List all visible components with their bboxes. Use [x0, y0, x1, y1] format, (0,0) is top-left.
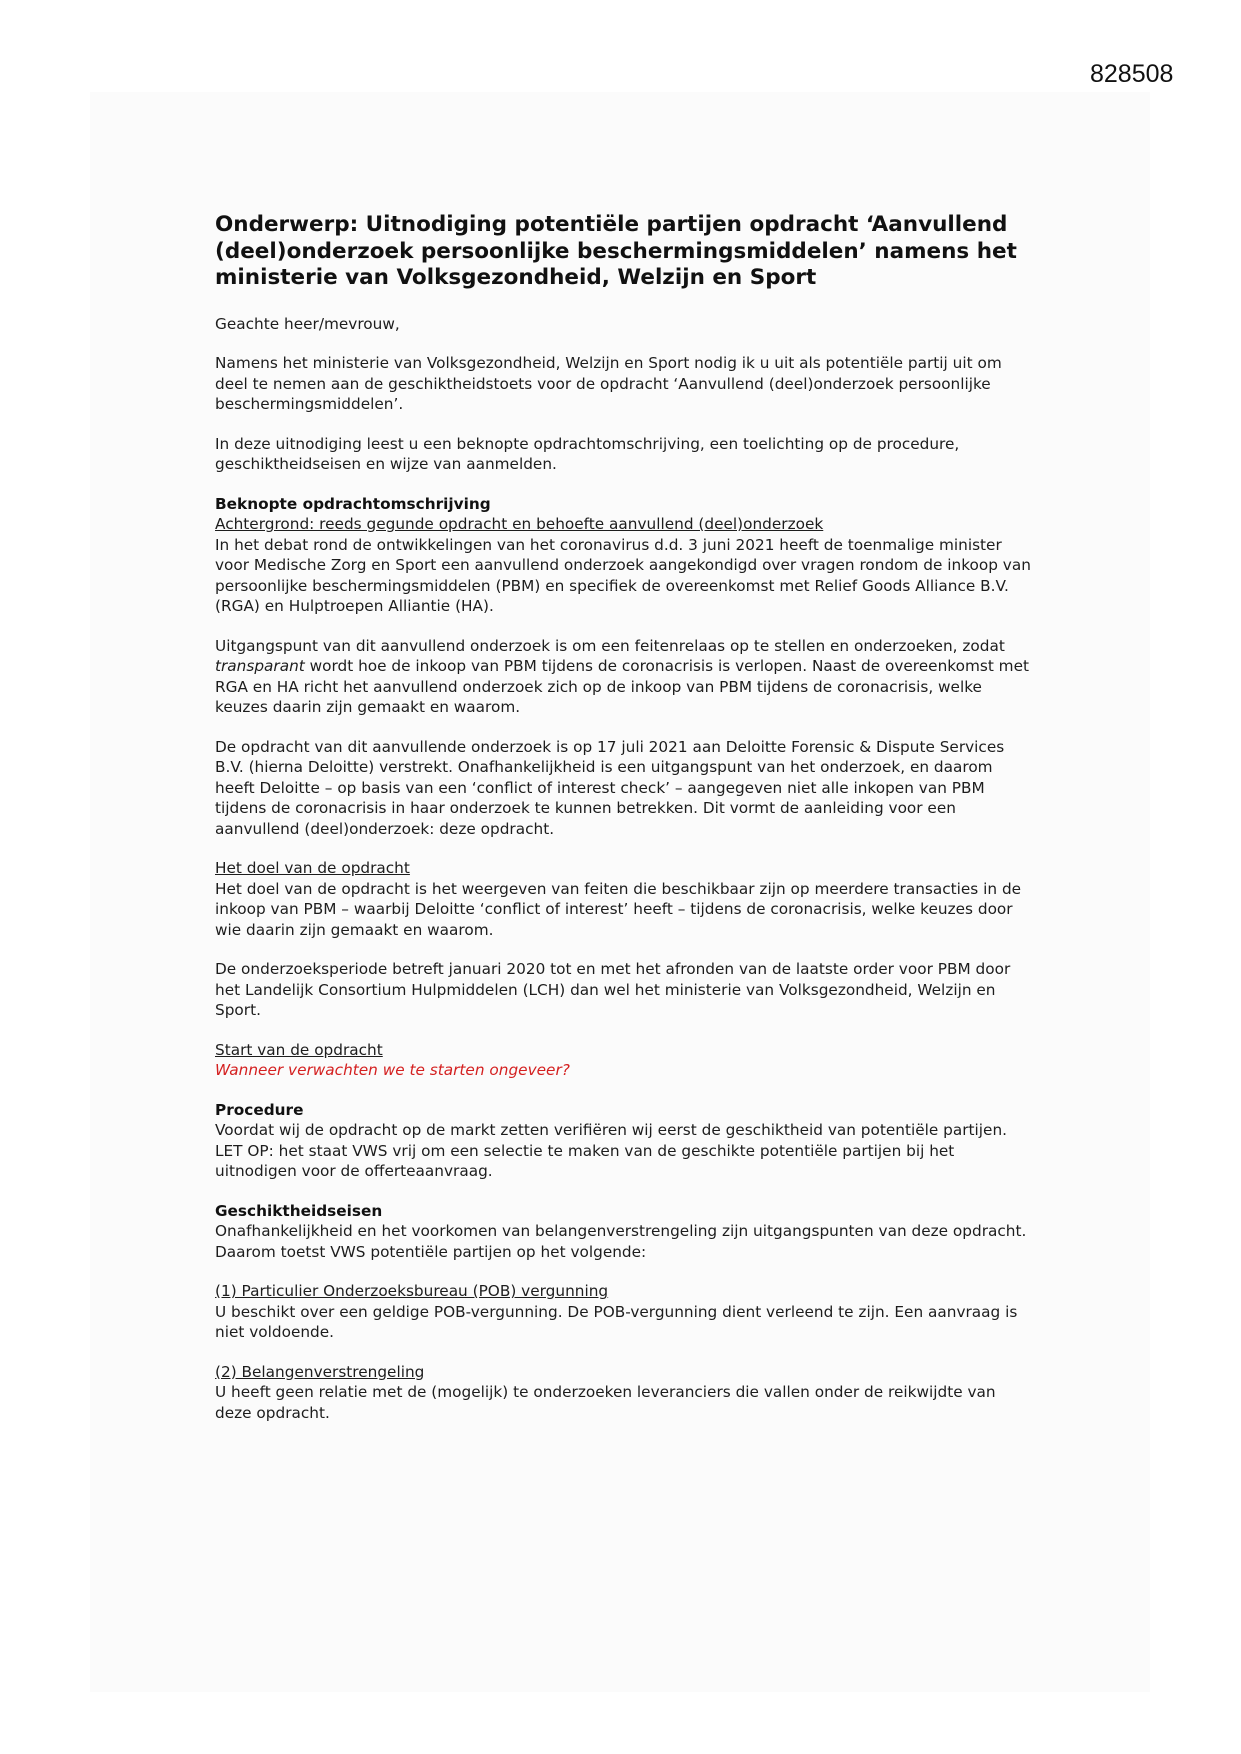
section-procedure: [215, 1100, 1035, 1182]
achtergrond-paragraph-2-italic: transparant: [215, 657, 305, 675]
achtergrond-paragraph-1: In het debat rond de ontwikkelingen van het coronavirus d.d. 3 juni 2021 heeft de toenmalige minister voor Medische Zorg en Sport een aanvullend onderzoek aangekondigd over vragen rondom de inkoop van persoonlijke beschermingsmiddelen (PBM) en specifiek de overeenkomst met Relief Goods Alliance B.V. (RGA) en Hulptroepen Alliantie (HA).: [215, 535, 1031, 615]
doel-paragraph-2: De onderzoeksperiode betreft januari 2020 tot en met het afronden van de laatste order voor PBM door het Landelijk Consortium Hulpmiddelen (LCH) dan wel het ministerie van Volksgezondheid, Welzijn en Sport.: [215, 960, 1011, 1019]
start-question: Wanneer verwachten we te starten ongeveer?: [215, 1061, 570, 1079]
section-geschiktheidseisen: [215, 1201, 1035, 1424]
document-body: [215, 212, 1035, 1423]
achtergrond-paragraph-2: [215, 636, 1035, 718]
achtergrond-paragraph-2-start: Uitgangspunt van dit aanvullend onderzoek is om een feitenrelaas op te stellen en onderzoeken, zodat: [215, 636, 1005, 655]
achtergrond-paragraph-2-end: wordt hoe de inkoop van PBM tijdens de coronacrisis is verlopen. Naast de overeenkomst met RGA en HA richt het aanvullend onderzoek zich op de inkoop van PBM tijdens de coronacrisis, welke keuzes daarin zijn gemaakt en waarom.: [215, 657, 1029, 716]
subheading-achtergrond: Achtergrond: reeds gegunde opdracht en behoefte aanvullend (deel)onderzoek: [215, 515, 824, 533]
subheading-start: Start van de opdracht: [215, 1040, 383, 1059]
intro-paragraph-1: Namens het ministerie van Volksgezondheid, Welzijn en Sport nodig ik u uit als potentiële partij uit om deel te nemen aan de geschiktheidstoets voor de opdracht ‘Aanvullend (deel)onderzoek persoonlijke beschermingsmiddelen’.: [215, 354, 1002, 413]
section-heading-eisen: Geschiktheidseisen: [215, 1201, 383, 1220]
intro-paragraph-2: In deze uitnodiging leest u een beknopte opdrachtomschrijving, een toelichting op de procedure, geschiktheidseisen en wijze van aanmelden.: [215, 434, 960, 473]
procedure-text: Voordat wij de opdracht op de markt zetten verifiëren wij eerst de geschiktheid van potentiële partijen. LET OP: het staat VWS vrij om een selectie te maken van de geschikte potentiële partijen bij het uitnodigen voor de offerteaanvraag.: [215, 1121, 1008, 1180]
doel-paragraph-1: Het doel van de opdracht is het weergeven van feiten die beschikbaar zijn op meerdere transacties in de inkoop van PBM – waarbij Deloitte ‘conflict of interest’ heeft – tijdens de coronacrisis, welke keuzes door wie daarin zijn gemaakt en waarom.: [215, 879, 1022, 939]
section-start: [215, 1040, 1035, 1081]
section-heading-beknopt: Beknopte opdrachtomschrijving: [215, 494, 491, 513]
achtergrond-paragraph-3: De opdracht van dit aanvullende onderzoek is op 17 juli 2021 aan Deloitte Forensic & Dispute Services B.V. (hierna Deloitte) verstrekt. Onafhankelijkheid is een uitgangspunt van het onderzoek, en daarom heeft Deloitte – op basis van een ‘conflict of interest check’ – aangegeven niet alle inkopen van PBM tijdens de coronacrisis in haar onderzoek te kunnen betrekken. Dit vormt de aanleiding voor een aanvullend (deel)onderzoek: deze opdracht.: [215, 737, 1005, 838]
section-beknopte-opdrachtomschrijving: [215, 494, 1035, 840]
section-doel: [215, 858, 1035, 1021]
subject-heading: Onderwerp: Uitnodiging potentiële partijen opdracht ‘Aanvullend (deel)onderzoek persoonlijke beschermingsmiddelen’ namens het ministerie van Volksgezondheid, Welzijn en Sport: [215, 212, 1017, 290]
eis-1-title: (1) Particulier Onderzoeksbureau (POB) vergunning: [215, 1282, 609, 1300]
eis-2-text: U heeft geen relatie met de (mogelijk) te onderzoeken leveranciers die vallen onder de reikwijdte van deze opdracht.: [215, 1383, 996, 1422]
salutation: Geachte heer/mevrouw,: [215, 314, 400, 333]
eisen-text: Onafhankelijkheid en het voorkomen van belangenverstrengeling zijn uitgangspunten van deze opdracht. Daarom toetst VWS potentiële partijen op het volgende:: [215, 1222, 1027, 1261]
subheading-doel: Het doel van de opdracht: [215, 859, 410, 877]
eis-2-title: (2) Belangenverstrengeling: [215, 1362, 425, 1381]
section-heading-procedure: Procedure: [215, 1100, 304, 1119]
document-number: 828508: [1090, 60, 1174, 88]
eis-1-text: U beschikt over een geldige POB-vergunning. De POB-vergunning dient verleend te zijn. Een aanvraag is niet voldoende.: [215, 1302, 1018, 1341]
